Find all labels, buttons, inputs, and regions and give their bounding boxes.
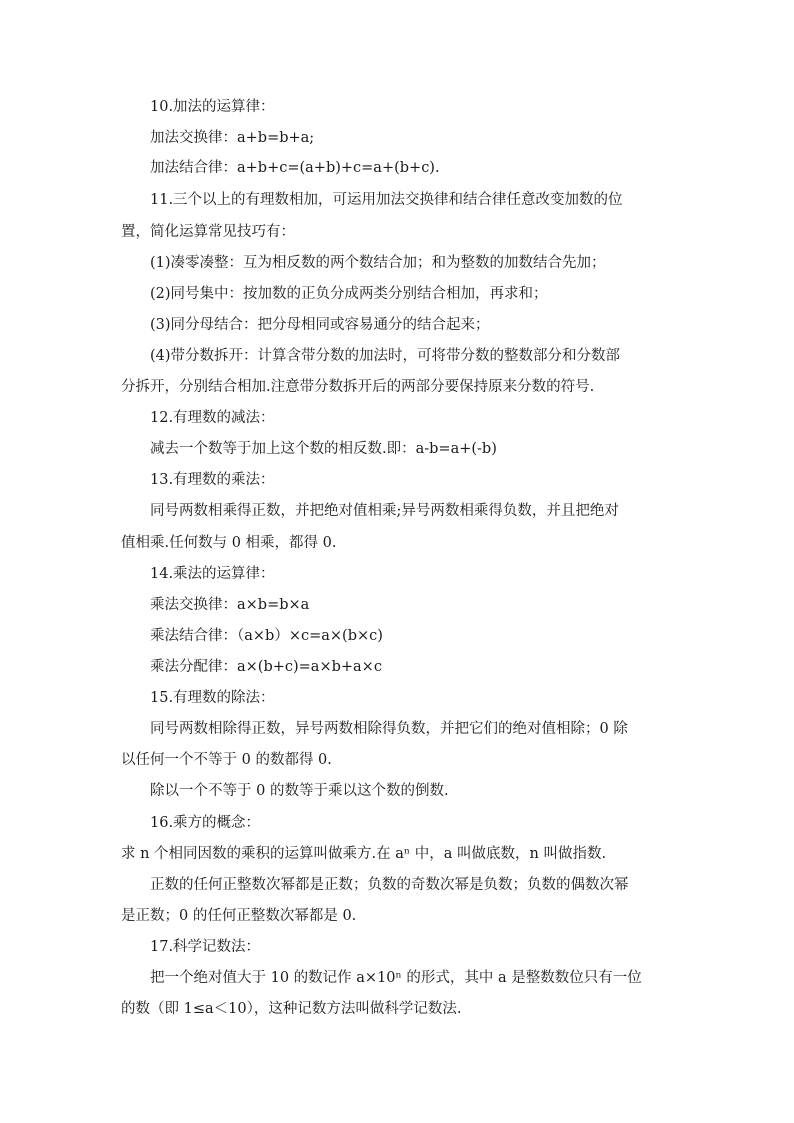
distributive-law: 乘法分配律：a×(b+c)=a×b+a×c: [150, 659, 382, 675]
associative-law-addition: 加法结合律：a+b+c=(a+b)+c=a+(b+c).: [150, 160, 440, 176]
tip-2: (2)同号集中：按加数的正负分成两类分别结合相加，再求和；: [150, 286, 548, 302]
associative-law-multiplication: 乘法结合律：（a×b）×c=a×(b×c): [150, 628, 383, 644]
commutative-law-multiplication: 乘法交换律：a×b=b×a: [150, 597, 310, 613]
heading-addition-laws: 10.加法的运算律：: [150, 99, 275, 115]
tip-3: (3)同分母结合：把分母相同或容易通分的结合起来；: [150, 317, 490, 333]
power-definition: 求 n 个相同因数的乘积的运算叫做乘方.在 aⁿ 中，a 叫做底数，n 叫做指数.: [121, 846, 607, 862]
tip-4-line-2: 分拆开，分别结合相加.注意带分数拆开后的两部分要保持原来分数的符号.: [121, 379, 595, 395]
subtraction-rule: 减去一个数等于加上这个数的相反数.即：a-b=a+(-b): [150, 441, 497, 457]
heading-subtraction: 12.有理数的减法：: [150, 410, 275, 426]
heading-power: 16.乘方的概念：: [150, 815, 261, 831]
scientific-notation-line-1: 把一个绝对值大于 10 的数记作 a×10ⁿ 的形式，其中 a 是整数数位只有一位: [150, 970, 642, 986]
tip-4-line-1: (4)带分数拆开：计算含带分数的加法时，可将带分数的整数部分和分数部: [150, 348, 621, 364]
multiplication-rule-line-2: 值相乘.任何数与 0 相乘，都得 0.: [121, 535, 337, 551]
division-rule-line-2: 以任何一个不等于 0 的数都得 0.: [121, 752, 332, 768]
commutative-law-addition: 加法交换律：a+b=b+a;: [150, 130, 315, 146]
heading-scientific-notation: 17.科学记数法：: [150, 939, 261, 955]
heading-division: 15.有理数的除法：: [150, 690, 275, 706]
tip-1: (1)凑零凑整：互为相反数的两个数结合加；和为整数的加数结合先加；: [150, 255, 606, 271]
power-sign-rule-line-2: 是正数；0 的任何正整数次幂都是 0.: [121, 908, 357, 924]
division-reciprocal-rule: 除以一个不等于 0 的数等于乘以这个数的倒数.: [150, 783, 449, 799]
paragraph-11-line-1: 11.三个以上的有理数相加，可运用加法交换律和结合律任意改变加数的位: [150, 192, 623, 208]
power-sign-rule-line-1: 正数的任何正整数次幂都是正数；负数的奇数次幂是负数；负数的偶数次幂: [150, 877, 629, 893]
paragraph-11-line-2: 置，简化运算常见技巧有：: [121, 224, 295, 240]
division-rule-line-1: 同号两数相除得正数，异号两数相除得负数，并把它们的绝对值相除；0 除: [150, 721, 628, 737]
heading-multiplication-laws: 14.乘法的运算律：: [150, 566, 275, 582]
multiplication-rule-line-1: 同号两数相乘得正数，并把绝对值相乘;异号两数相乘得负数，并且把绝对: [150, 503, 619, 519]
heading-multiplication: 13.有理数的乘法：: [150, 472, 275, 488]
scientific-notation-line-2: 的数（即 1≤a＜10），这种记数方法叫做科学记数法.: [121, 1001, 462, 1017]
